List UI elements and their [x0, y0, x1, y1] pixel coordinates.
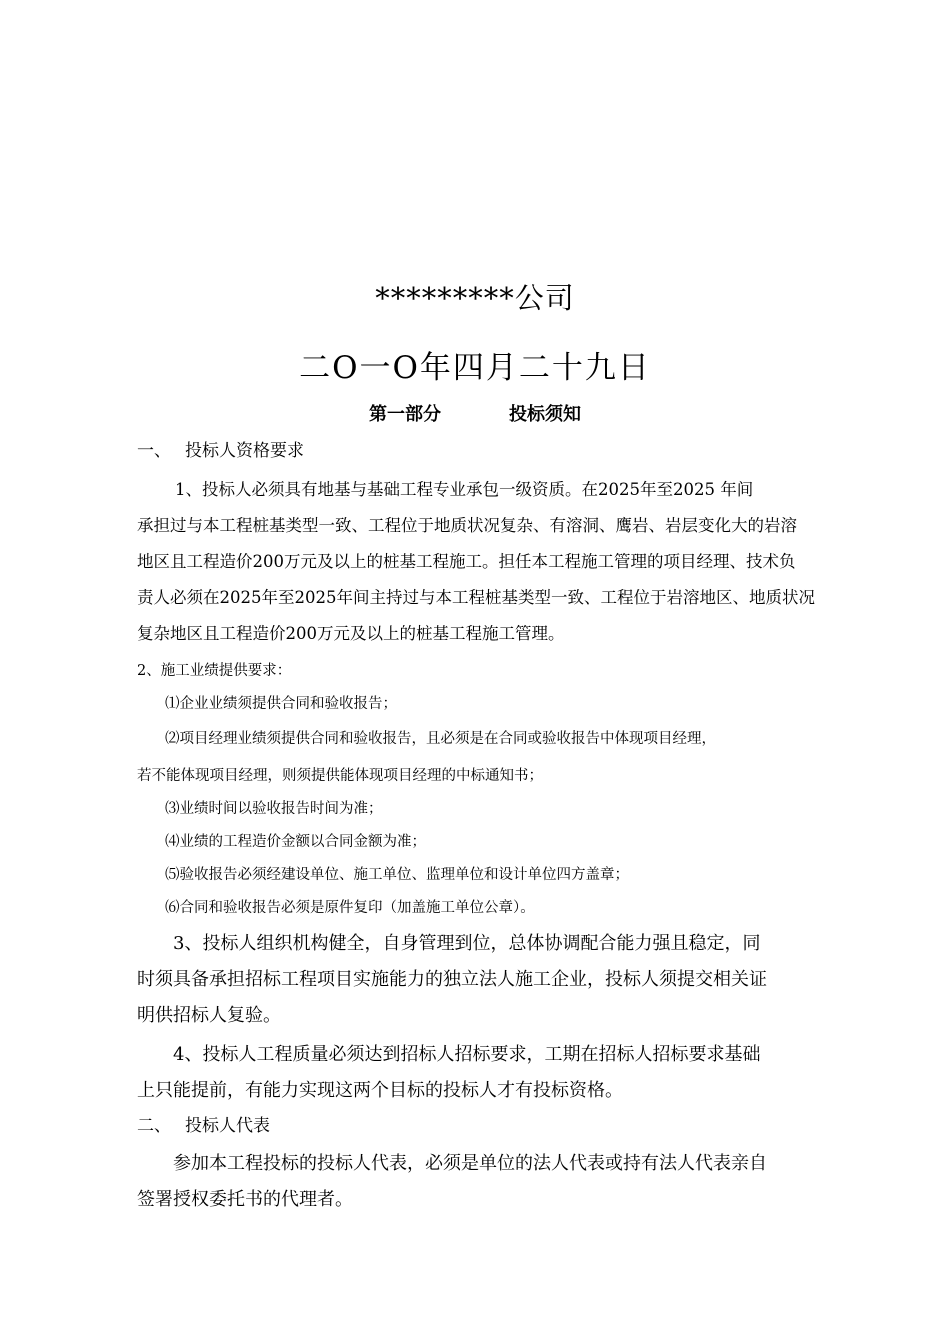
item-title: 2、施工业绩提供要求：	[137, 663, 292, 679]
section-heading-1	[137, 436, 304, 461]
paragraph-line: 明供招标人复验。	[137, 1005, 281, 1026]
list-item: ⑶业绩时间以验收报告时间为准；	[165, 801, 383, 817]
part-heading	[0, 400, 950, 426]
paragraph-line: 1、投标人必须具有地基与基础工程专业承包一级资质。在2025年至2025 年间	[175, 480, 754, 499]
paragraph-line: 4、投标人工程质量必须达到招标人招标要求，工期在招标人招标要求基础	[173, 1044, 761, 1065]
company-name: *********公司	[375, 281, 575, 315]
paragraph-line: 责人必须在2025年至2025年间主持过与本工程桩基类型一致、工程位于岩溶地区、地质状况	[137, 588, 815, 607]
paragraph-line: 时须具备承担招标工程项目实施能力的独立法人施工企业，投标人须提交相关证	[137, 969, 767, 990]
list-item: ⑷业绩的工程造价金额以合同金额为准；	[165, 834, 426, 850]
paragraph-line: 参加本工程投标的投标人代表，必须是单位的法人代表或持有法人代表亲自	[173, 1153, 767, 1174]
section-number: 一、	[137, 441, 171, 461]
list-item: 若不能体现项目经理，则须提供能体现项目经理的中标通知书；	[137, 768, 543, 784]
list-item: ⑵项目经理业绩须提供合同和验收报告，且必须是在合同或验收报告中体现项目经理，	[165, 731, 716, 747]
section-number: 二、	[137, 1116, 171, 1136]
paragraph-line: 上只能提前，有能力实现这两个目标的投标人才有投标资格。	[137, 1080, 623, 1101]
section-title: 投标人资格要求	[185, 441, 304, 461]
paragraph-line: 3、投标人组织机构健全，自身管理到位，总体协调配合能力强且稳定，同	[173, 933, 761, 954]
list-item: ⑹合同和验收报告必须是原件复印（加盖施工单位公章）。	[165, 900, 535, 916]
paragraph-line: 签署授权委托书的代理者。	[137, 1189, 353, 1210]
part-number: 第一部分	[369, 404, 441, 425]
paragraph-line: 复杂地区且工程造价200万元及以上的桩基工程施工管理。	[137, 624, 565, 643]
paragraph-line: 承担过与本工程桩基类型一致、工程位于地质状况复杂、有溶洞、鹰岩、岩层变化大的岩溶	[137, 516, 797, 535]
part-title: 投标须知	[509, 404, 581, 425]
paragraph-line: 地区且工程造价200万元及以上的桩基工程施工。担任本工程施工管理的项目经理、技术负	[137, 552, 796, 571]
document-date: 二O一O年四月二十九日	[299, 350, 651, 386]
section-title: 投标人代表	[185, 1116, 270, 1136]
list-item: ⑸验收报告必须经建设单位、施工单位、监理单位和设计单位四方盖章；	[165, 867, 629, 883]
list-item: ⑴企业业绩须提供合同和验收报告；	[165, 696, 397, 712]
section-heading-2	[137, 1111, 270, 1136]
